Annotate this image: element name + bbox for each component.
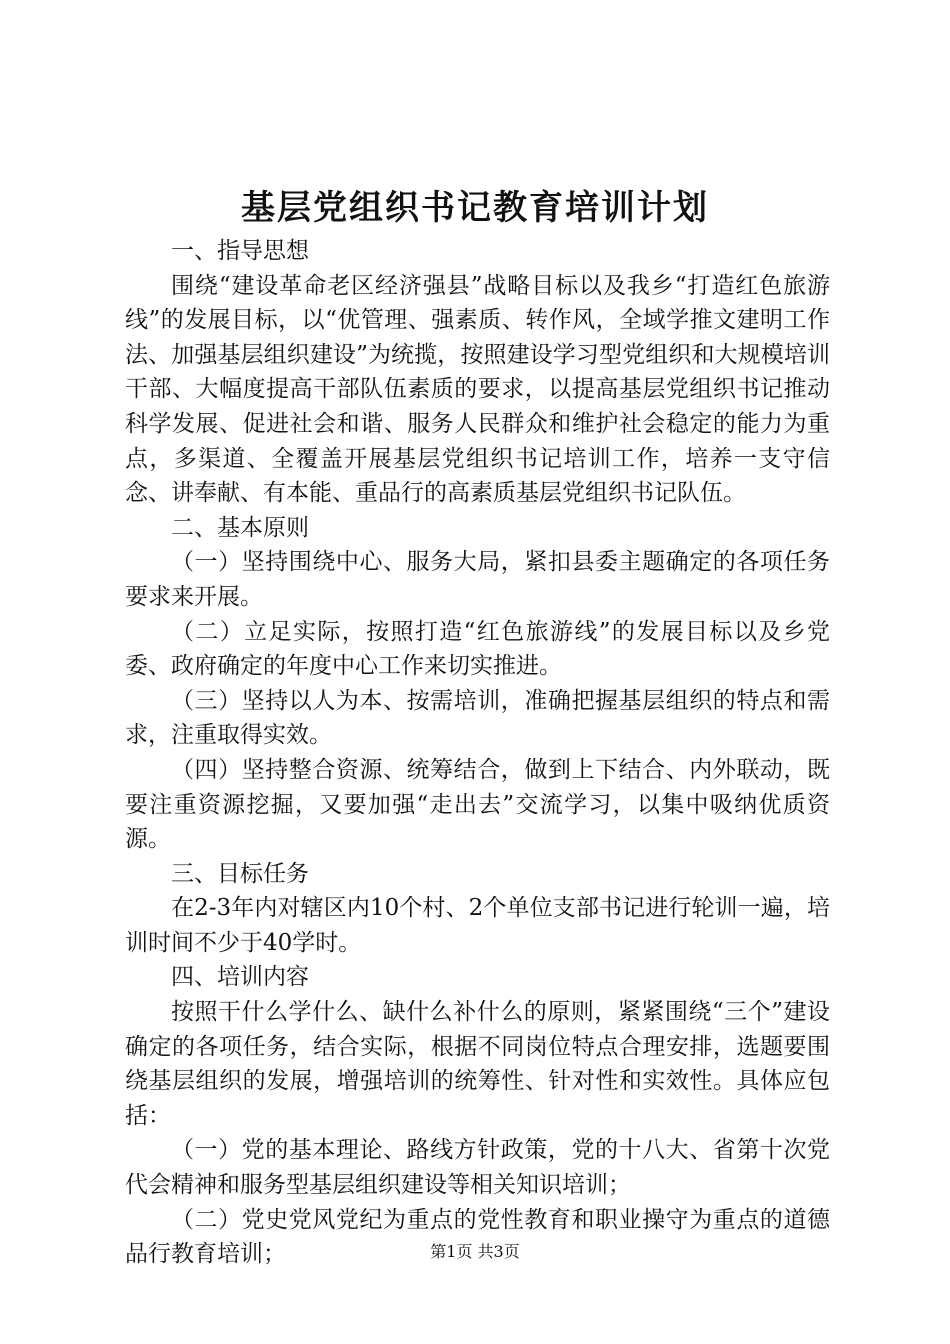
body-paragraph: （二）党史党风党纪为重点的党性教育和职业操守为重点的道德品行教育培训；: [125, 1206, 830, 1268]
body-paragraph: （四）坚持整合资源、统筹结合，做到上下结合、内外联动，既要注重资源挖掘，又要加强“走出去”交流学习，以集中吸纳优质资源。: [125, 756, 830, 853]
body-paragraph: 围绕“建设革命老区经济强县”战略目标以及我乡“打造红色旅游线”的发展目标，以“优管理、强素质、转作风，全域学推文建明工作法、加强基层组织建设”为统揽，按照建设学习型党组织和大规模培训干部、大幅度提高干部队伍素质的要求，以提高基层党组织书记推动科学发展、促进社会和谐、服务人民群众和维护社会稳定的能力为重点，多渠道、全覆盖开展基层党组织书记培训工作，培养一支守信念、讲奉献、有本能、重品行的高素质基层党组织书记队伍。: [125, 272, 830, 507]
document-body: [125, 234, 830, 1272]
body-paragraph: 按照干什么学什么、缺什么补什么的原则，紧紧围绕“三个”建设确定的各项任务，结合实际，根据不同岗位特点合理安排，选题要围绕基层组织的发展，增强培训的统筹性、针对性和实效性。具体应包括：: [125, 999, 830, 1129]
body-paragraph: （二）立足实际，按照打造“红色旅游线”的发展目标以及乡党委、政府确定的年度中心工作来切实推进。: [125, 618, 830, 680]
body-paragraph: 在2-3年内对辖区内10个村、2个单位支部书记进行轮训一遍，培训时间不少于40学时。: [125, 895, 830, 956]
body-paragraph: （一）坚持围绕中心、服务大局，紧扣县委主题确定的各项任务要求来开展。: [125, 549, 830, 610]
section-heading: 四、培训内容: [171, 964, 309, 991]
body-paragraph: （一）党的基本理论、路线方针政策，党的十八大、省第十次党代会精神和服务型基层组织建设等相关知识培训；: [125, 1137, 830, 1199]
section-heading: 一、指导思想: [171, 238, 309, 264]
page-number-footer: 第1页 共3页: [430, 1242, 520, 1261]
body-paragraph: （三）坚持以人为本、按需培训，准确把握基层组织的特点和需求，注重取得实效。: [125, 687, 830, 749]
section-heading: 二、基本原则: [171, 514, 309, 541]
section-heading: 三、目标任务: [171, 860, 309, 887]
document-title: 基层党组织书记教育培训计划: [241, 188, 709, 228]
